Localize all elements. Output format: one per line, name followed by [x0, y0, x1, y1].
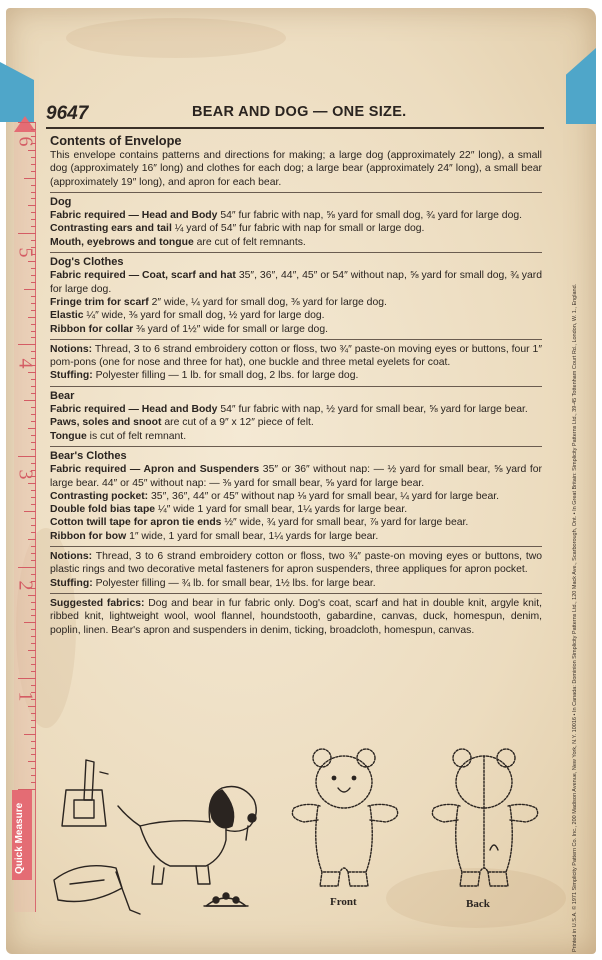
bear-notions-label: Notions: — [50, 551, 93, 563]
ruler-tick — [31, 657, 36, 658]
dog-fabric-label: Fabric required — Head and Body — [50, 210, 218, 222]
ruler-tick — [31, 664, 36, 665]
ruler-tick — [18, 567, 36, 568]
divider — [50, 192, 542, 193]
ruler-tick — [31, 171, 36, 172]
front-caption: Front — [330, 896, 357, 908]
dog-contrast-text: ¼ yard of 54″ fur fabric with nap for small or large dog. — [171, 223, 425, 235]
ruler-number: 3 — [14, 469, 37, 480]
ruler-tick — [31, 164, 36, 165]
dog-fabric-line — [50, 209, 542, 222]
ruler-tick — [31, 629, 36, 630]
bear-fabric-line — [50, 403, 542, 416]
divider — [50, 446, 542, 447]
ruler-tick — [31, 275, 36, 276]
twill-tape-label: Cotton twill tape for apron tie ends — [50, 517, 222, 529]
paper-stain — [66, 18, 286, 58]
ruler-tick — [31, 504, 36, 505]
ruler-tick — [31, 379, 36, 380]
dog-clothes-fabric-label: Fabric required — Coat, scarf and hat — [50, 270, 236, 282]
ruler-tick — [28, 539, 36, 540]
tongue-line — [50, 430, 542, 443]
ruler-tick — [31, 553, 36, 554]
divider — [50, 593, 542, 594]
ruler-tick — [28, 706, 36, 707]
document-title: BEAR AND DOG — ONE SIZE. — [192, 104, 407, 120]
ruler-tick — [31, 720, 36, 721]
suggested-fabrics-line — [50, 597, 542, 637]
dog-notions-line — [50, 343, 542, 370]
ruler-tick — [18, 233, 36, 234]
ruler-tick — [31, 296, 36, 297]
bear-notions-section — [50, 550, 542, 590]
ruler-tick — [28, 595, 36, 596]
ruler-tick — [31, 727, 36, 728]
ruler-tick — [31, 407, 36, 408]
bear-heading: Bear — [50, 389, 75, 402]
bear-notions-text: Thread, 3 to 6 strand embroidery cotton or floss, two ¾″ paste-on moving eyes or buttons, two plastic rings and two decorative metal fasteners for apron suspenders, three appliques for apron pocket. — [50, 551, 542, 576]
elastic-line — [50, 309, 542, 322]
dog-notions-label: Notions: — [50, 343, 93, 355]
ruler-number: 2 — [14, 580, 37, 591]
ruler-tick — [31, 490, 36, 491]
ruler-tick — [28, 761, 36, 762]
ruler-tick — [31, 532, 36, 533]
ruler-tick — [31, 192, 36, 193]
ruler-number: 1 — [14, 691, 37, 702]
tongue-label: Tongue — [50, 430, 87, 442]
ruler-tick — [31, 310, 36, 311]
ruler-tick — [31, 685, 36, 686]
contents-text: This envelope contains patterns and directions for making; a large dog (approximately 22″ long), a small dog (approximately 16″ long) and clothes for each dog; a large bear (approximately 24″ long), a small bear (approximately 19″ long), and apron for each bear. — [50, 150, 542, 188]
dog-mouth-text: are cut of felt remnants. — [193, 236, 306, 248]
paws-label: Paws, soles and snoot — [50, 417, 162, 429]
envelope-contents — [50, 132, 542, 640]
paws-text: are cut of a 9″ x 12″ piece of felt. — [161, 417, 314, 429]
ruler-tick — [31, 324, 36, 325]
back-caption: Back — [466, 898, 490, 910]
ruler-tick — [31, 393, 36, 394]
bias-tape-text: ¼″ wide 1 yard for small bear, 1¼ yards for large bear. — [155, 504, 408, 516]
bear-clothes-section — [50, 450, 542, 543]
ruler-tick — [31, 782, 36, 783]
collar-ribbon-text: ⅜ yard of 1½″ wide for small or large dog. — [133, 323, 328, 335]
ruler-number: 5 — [14, 247, 37, 258]
dog-clothes-fabric-text: 35″, 36″, 44″, 45″ or 54″ without nap, ⅝ yard for small dog, ¾ yard for large dog. — [50, 270, 543, 295]
bear-clothes-fabric-label: Fabric required — Apron and Suspenders — [50, 464, 260, 476]
fringe-label: Fringe trim for scarf — [50, 296, 149, 308]
ruler-tick — [24, 734, 36, 735]
contents-section — [50, 132, 542, 189]
ruler-tick — [31, 414, 36, 415]
dog-clothes-section — [50, 256, 542, 336]
ruler-tick — [31, 449, 36, 450]
ruler-tick — [31, 337, 36, 338]
ruler-tick — [31, 219, 36, 220]
divider — [50, 386, 542, 387]
ruler-tick — [31, 386, 36, 387]
fringe-text: 2″ wide, ¼ yard for small dog, ⅜ yard for large dog. — [148, 296, 387, 308]
bias-tape-label: Double fold bias tape — [50, 504, 156, 516]
divider — [50, 252, 542, 253]
ruler-tick — [31, 435, 36, 436]
dog-stuffing-text: Polyester filling — 1 lb. for small dog, 2 lbs. for large dog. — [92, 370, 359, 382]
collar-ribbon-line — [50, 323, 542, 336]
ruler-tick — [31, 754, 36, 755]
ruler-tick — [31, 560, 36, 561]
ruler-tick — [31, 775, 36, 776]
quick-measure-text: Quick Measure — [14, 802, 25, 874]
dog-heading: Dog — [50, 195, 72, 208]
ruler-tick — [28, 483, 36, 484]
bear-stuffing-text: Polyester filling — ¾ lb. for small bear, 1½ lbs. for large bear. — [92, 577, 376, 589]
publisher-imprint: Printed in U.S.A. © 1971 Simplicity Pattern Co. Inc., 200 Madison Avenue, New York, N.Y. 10016 • In Canada: Dominion Simplicity Patterns Ltd., 120 Mack Ave., Scarborough, Ont. • In Great Britain: Simplicity Patterns Ltd., 39-45 Tottenham Court Rd., London, W. 1., England. — [572, 283, 578, 952]
suggested-fabrics-section — [50, 597, 542, 637]
ruler-tick — [31, 240, 36, 241]
divider — [50, 546, 542, 547]
bear-clothes-fabric-line — [50, 463, 542, 490]
dog-section — [50, 196, 542, 249]
ruler-tick — [31, 463, 36, 464]
elastic-label: Elastic — [50, 310, 84, 322]
twill-tape-text: ½″ wide, ¾ yard for small bear, ⅞ yard for large bear. — [221, 517, 469, 529]
bear-stuffing-line — [50, 577, 542, 590]
ruler-tick — [31, 574, 36, 575]
paws-line — [50, 416, 542, 429]
elastic-text: ¼″ wide, ⅜ yard for small dog, ½ yard for large dog. — [83, 310, 325, 322]
bear-clothes-fabric-text: 35″ or 36″ without nap: — ½ yard for small bear, ⅝ yard for large bear. 44″ or 45″ without nap: — ⅜ yard for small bear, ⅝ yard for large bear. — [50, 464, 542, 489]
ruler-number: 6 — [14, 136, 37, 147]
dog-clothes-heading: Dog's Clothes — [50, 256, 124, 269]
ruler-tick — [31, 303, 36, 304]
ruler-tick — [28, 261, 36, 262]
bear-clothes-heading: Bear's Clothes — [50, 449, 127, 462]
bow-ribbon-text: 1″ wide, 1 yard for small bear, 1¼ yards for large bear. — [126, 530, 379, 542]
bias-tape-line — [50, 503, 542, 516]
ruler-tick — [31, 741, 36, 742]
ruler-tick — [31, 602, 36, 603]
ruler-tick — [31, 351, 36, 352]
ruler-tick — [31, 636, 36, 637]
quick-measure-label — [12, 790, 32, 880]
ruler-tick — [31, 212, 36, 213]
suggested-fabrics-text: Dog and bear in fur fabric only. Dog's coat, scarf and hat in double knit, argyle knit, ribbed knit, lightweight wool, wool flannel, houndstooth, gabardine, canvas, duck, homespun, denim, poplin, linen. Bear's apron and suspenders in denim, ticking, broadcloth, homespun, canvas. — [50, 597, 542, 636]
ruler-tick — [31, 518, 36, 519]
ruler-tick — [18, 122, 36, 123]
ruler-tick — [31, 185, 36, 186]
fringe-line — [50, 296, 542, 309]
ruler-tick — [31, 268, 36, 269]
ruler-tick — [31, 157, 36, 158]
ruler-tick — [31, 615, 36, 616]
contents-heading: Contents of Envelope — [50, 133, 182, 148]
dog-mouth-label: Mouth, eyebrows and tongue — [50, 236, 194, 248]
dog-mouth-line — [50, 236, 542, 249]
collar-ribbon-label: Ribbon for collar — [50, 323, 134, 335]
ruler-tick — [31, 442, 36, 443]
ruler-tick — [31, 713, 36, 714]
dog-contrast-line — [50, 222, 542, 235]
ruler-tick — [24, 178, 36, 179]
ruler-tick — [31, 768, 36, 769]
ruler-tick — [24, 622, 36, 623]
ruler-tick — [31, 546, 36, 547]
ruler-tick — [31, 331, 36, 332]
ruler-tick — [31, 609, 36, 610]
dog-fabric-text: 54″ fur fabric with nap, ⅝ yard for small dog, ¾ yard for large dog. — [217, 210, 523, 222]
bear-notions-line — [50, 550, 542, 577]
dog-contrast-label: Contrasting ears and tail — [50, 223, 172, 235]
ruler-tick — [18, 344, 36, 345]
pocket-text: 35″, 36″, 44″ or 45″ without nap ⅛ yard for small bear, ¼ yard for large bear. — [148, 490, 500, 502]
bear-stuffing-label: Stuffing: — [50, 577, 93, 589]
divider — [50, 339, 542, 340]
ruler-tick — [31, 671, 36, 672]
ruler-tick — [28, 650, 36, 651]
bow-ribbon-line — [50, 530, 542, 543]
ruler-tick — [31, 129, 36, 130]
ruler-tick — [18, 456, 36, 457]
ruler-tick — [31, 226, 36, 227]
ruler-tick — [24, 400, 36, 401]
pocket-line — [50, 490, 542, 503]
pattern-number: 9647 — [46, 103, 89, 124]
dog-notions-text: Thread, 3 to 6 strand embroidery cotton or floss, two ¾″ paste-on moving eyes or buttons, four 1″ pom-pons (one for nose and three for hat), one buckle and three metal eyelets for coat. — [50, 343, 542, 369]
tongue-text: is cut of felt remnant. — [86, 430, 187, 442]
bear-fabric-text: 54″ fur fabric with nap, ½ yard for small bear, ⅝ yard for large bear. — [217, 404, 528, 416]
dog-stuffing-line — [50, 369, 542, 382]
ruler-tick — [31, 421, 36, 422]
ruler-tick — [28, 428, 36, 429]
ruler-tick — [24, 289, 36, 290]
ruler-tick — [28, 205, 36, 206]
ruler-tick — [31, 748, 36, 749]
ruler-tick — [31, 282, 36, 283]
dog-notions-section — [50, 343, 542, 383]
dog-clothes-fabric-line — [50, 269, 542, 296]
ruler-tick — [28, 372, 36, 373]
pocket-label: Contrasting pocket: — [50, 490, 149, 502]
ruler-tick — [31, 497, 36, 498]
ruler-tick — [31, 643, 36, 644]
ruler-number: 4 — [14, 358, 37, 369]
bear-section — [50, 390, 542, 443]
ruler-tick — [28, 150, 36, 151]
suggested-fabrics-label: Suggested fabrics: — [50, 597, 145, 609]
bear-fabric-label: Fabric required — Head and Body — [50, 404, 218, 416]
ruler-tick — [24, 511, 36, 512]
bow-ribbon-label: Ribbon for bow — [50, 530, 127, 542]
header-rule — [46, 127, 544, 129]
ruler-tick — [31, 525, 36, 526]
ruler-tick — [18, 678, 36, 679]
twill-tape-line — [50, 516, 542, 529]
ruler-tick — [28, 317, 36, 318]
dog-stuffing-label: Stuffing: — [50, 370, 93, 382]
ruler-tick — [31, 198, 36, 199]
